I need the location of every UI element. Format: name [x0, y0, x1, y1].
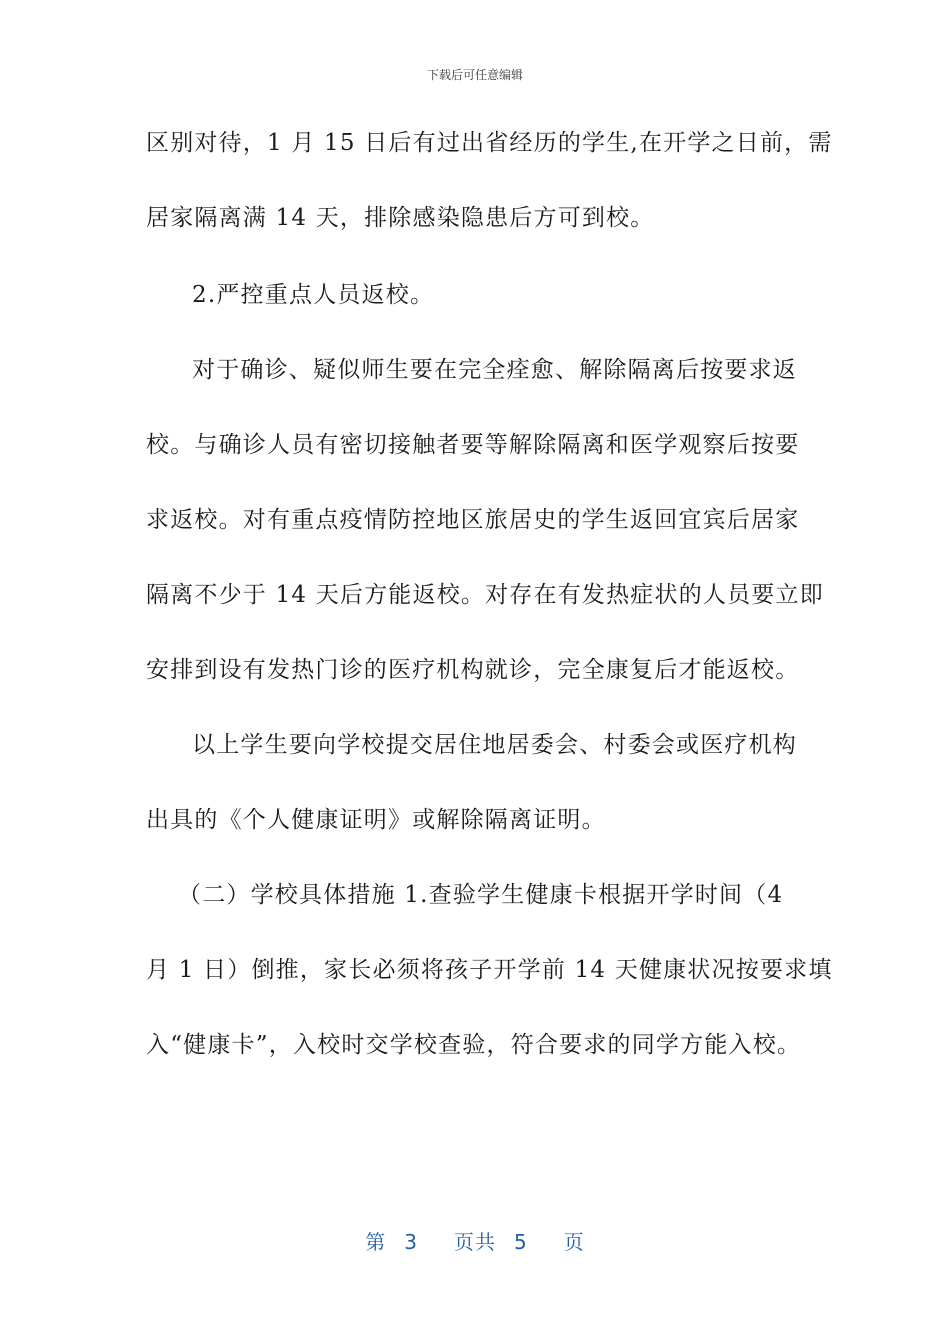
text-line: 月 1 日）倒推，家长必须将孩子开学前 14 天健康状况按要求填 — [146, 957, 833, 983]
text-line: 入“健康卡”，入校时交学校查验，符合要求的同学方能入校。 — [146, 1032, 802, 1058]
page-number: 3 — [404, 1230, 418, 1254]
text-line: 安排到设有发热门诊的医疗机构就诊，完全康复后才能返校。 — [146, 657, 800, 683]
text-line: 出具的《个人健康证明》或解除隔离证明。 — [146, 807, 606, 833]
text-line: 校。与确诊人员有密切接触者要等解除隔离和医学观察后按要 — [146, 432, 800, 458]
text-line: 对于确诊、疑似师生要在完全痊愈、解除隔离后按要求返 — [192, 357, 797, 383]
text-line: 区别对待，1 月 15 日后有过出省经历的学生,在开学之日前，需 — [146, 130, 833, 156]
text-line: 居家隔离满 14 天，排除感染隐患后方可到校。 — [146, 205, 655, 231]
text-line: （二）学校具体措施 1.查验学生健康卡根据开学时间（4 — [178, 882, 784, 908]
text-line: 求返校。对有重点疫情防控地区旅居史的学生返回宜宾后居家 — [146, 507, 800, 533]
page-total: 5 — [514, 1230, 528, 1254]
text-line: 以上学生要向学校提交居住地居委会、村委会或医疗机构 — [192, 732, 797, 758]
footer-suffix: 页 — [563, 1230, 585, 1254]
text-line: 隔离不少于 14 天后方能返校。对存在有发热症状的人员要立即 — [146, 582, 824, 608]
page-footer — [0, 1226, 950, 1255]
footer-middle: 页共 — [454, 1230, 496, 1254]
section-heading: 2.严控重点人员返校。 — [192, 282, 435, 308]
page-header: 下载后可任意编辑 — [426, 68, 523, 82]
footer-prefix: 第 — [365, 1230, 387, 1254]
